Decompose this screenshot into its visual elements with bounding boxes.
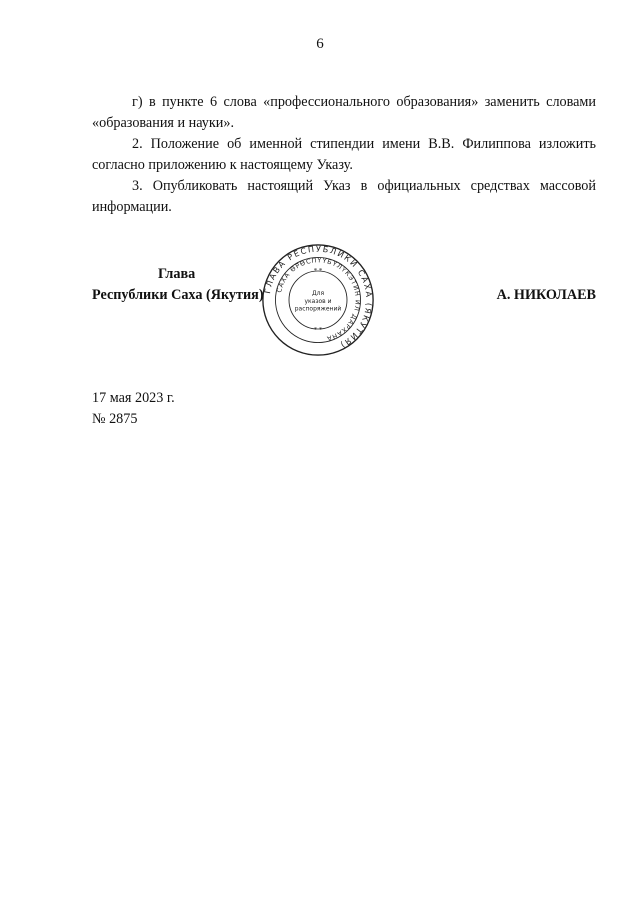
signature-block <box>92 243 596 376</box>
seal-inner-text: САХА ӨРӨСПҮҮБҮЛҮКЭТИН ИЛ ДАРХАНА <box>275 256 362 343</box>
document-date: 17 мая 2023 г. <box>92 390 175 406</box>
paragraph-item-2: 2. Положение об именной стипендии имени В.В. Филиппова изложить согласно приложению к настоящему Указу. <box>92 136 596 173</box>
seal-star-bottom: * * <box>313 326 323 334</box>
signatory-name: А. НИКОЛАЕВ <box>496 287 596 303</box>
seal-outer-text: ГЛАВА РЕСПУБЛИКИ САХА (ЯКУТИЯ) <box>262 243 375 351</box>
paragraph-item-3: 3. Опубликовать настоящий Указ в официальных средствах массовой информации. <box>92 178 596 215</box>
document-body <box>92 92 596 218</box>
seal-center-line-3: распоряжений <box>294 305 342 313</box>
paragraph-item-g: г) в пункте 6 слова «профессионального образования» заменить словами «образования и науки». <box>92 94 596 131</box>
document-number: № 2875 <box>92 411 138 427</box>
page-number: 6 <box>316 36 324 52</box>
signatory-title-line-1: Глава <box>158 266 196 282</box>
official-seal <box>260 242 376 358</box>
signatory-title-line-2: Республики Саха (Якутия) <box>92 287 264 303</box>
seal-center-line-2: указов и <box>304 297 332 305</box>
seal-star-top: * * <box>313 267 323 275</box>
document-meta <box>92 388 175 430</box>
seal-center-line-1: Для <box>311 290 325 298</box>
